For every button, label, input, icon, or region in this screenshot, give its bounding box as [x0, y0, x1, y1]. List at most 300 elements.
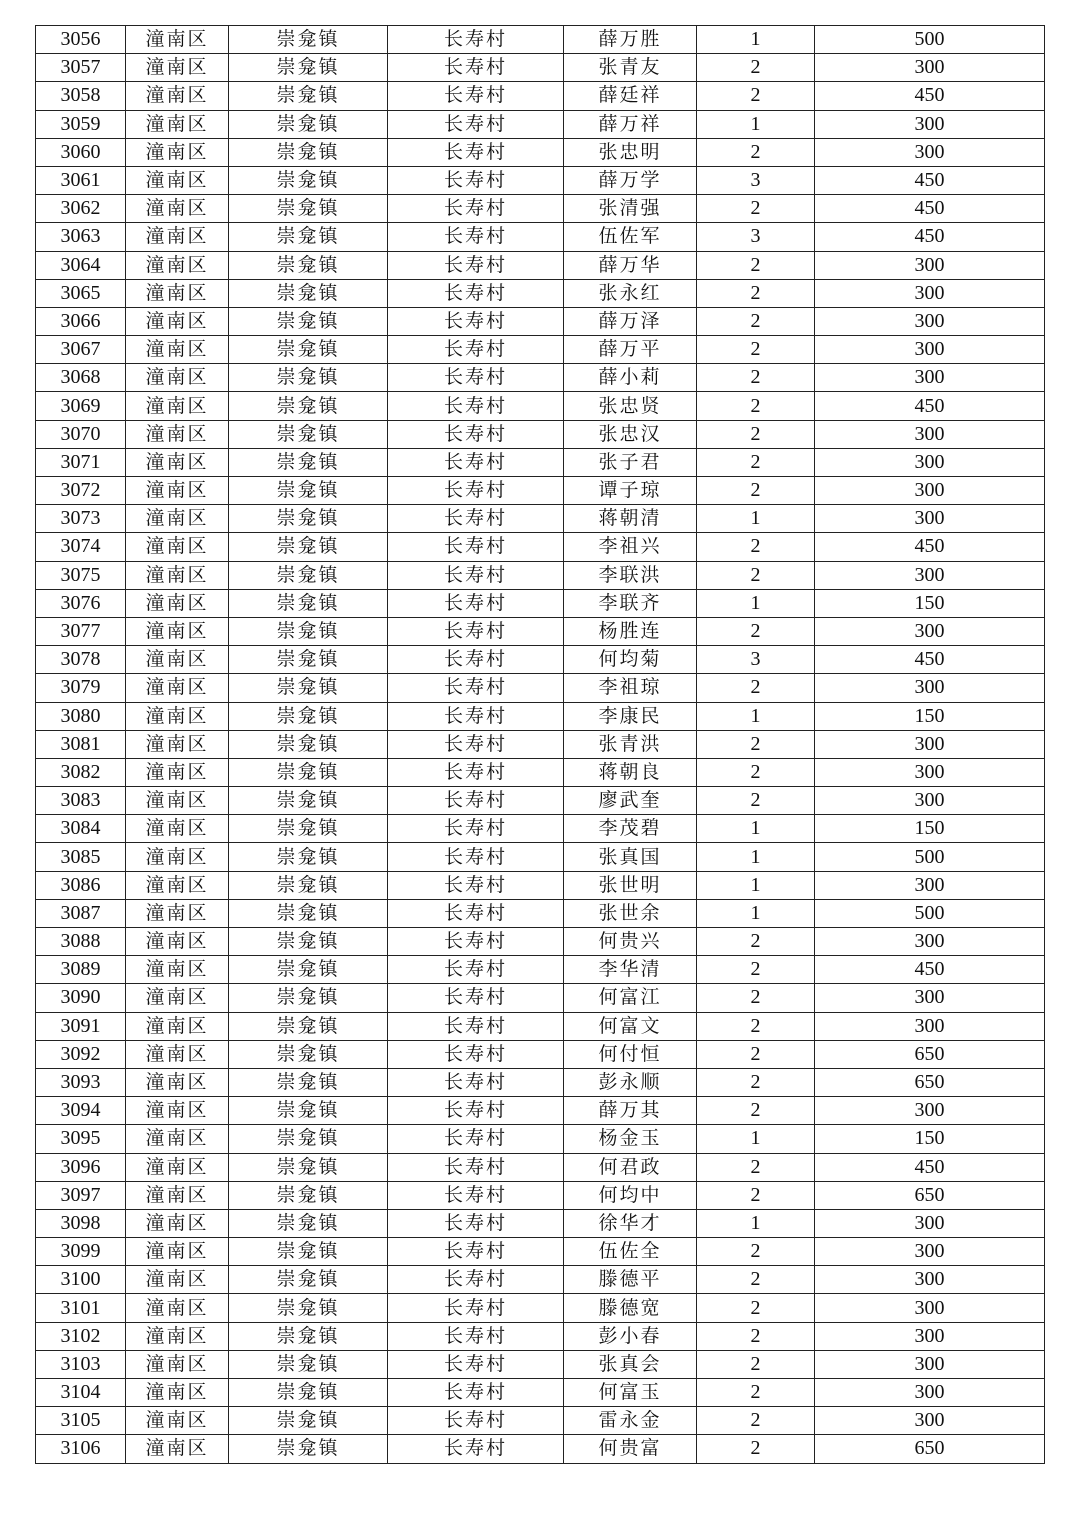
count-cell: 3	[697, 166, 815, 194]
count-cell: 1	[697, 589, 815, 617]
district-cell: 潼南区	[126, 984, 229, 1012]
table-row	[36, 448, 1045, 476]
town-cell: 崇龛镇	[229, 110, 388, 138]
count-cell: 1	[697, 505, 815, 533]
serial-no-cell: 3090	[36, 984, 126, 1012]
serial-no-cell: 3104	[36, 1379, 126, 1407]
count-cell: 2	[697, 420, 815, 448]
count-cell: 2	[697, 1322, 815, 1350]
serial-no-cell: 3076	[36, 589, 126, 617]
serial-no-cell: 3080	[36, 702, 126, 730]
district-cell: 潼南区	[126, 956, 229, 984]
amount-cell: 300	[815, 138, 1045, 166]
amount-cell: 450	[815, 1153, 1045, 1181]
district-cell: 潼南区	[126, 26, 229, 54]
serial-no-cell: 3057	[36, 54, 126, 82]
district-cell: 潼南区	[126, 843, 229, 871]
amount-cell: 300	[815, 505, 1045, 533]
table-row	[36, 223, 1045, 251]
amount-cell: 650	[815, 1040, 1045, 1068]
serial-no-cell: 3099	[36, 1238, 126, 1266]
count-cell: 2	[697, 956, 815, 984]
name-cell: 李康民	[564, 702, 697, 730]
town-cell: 崇龛镇	[229, 730, 388, 758]
village-cell: 长寿村	[388, 1068, 564, 1096]
name-cell: 李联齐	[564, 589, 697, 617]
serial-no-cell: 3100	[36, 1266, 126, 1294]
town-cell: 崇龛镇	[229, 674, 388, 702]
town-cell: 崇龛镇	[229, 702, 388, 730]
village-cell: 长寿村	[388, 26, 564, 54]
count-cell: 2	[697, 617, 815, 645]
serial-no-cell: 3062	[36, 195, 126, 223]
amount-cell: 300	[815, 307, 1045, 335]
count-cell: 2	[697, 477, 815, 505]
amount-cell: 450	[815, 223, 1045, 251]
village-cell: 长寿村	[388, 1266, 564, 1294]
name-cell: 彭小春	[564, 1322, 697, 1350]
village-cell: 长寿村	[388, 1350, 564, 1378]
serial-no-cell: 3066	[36, 307, 126, 335]
table-row	[36, 336, 1045, 364]
count-cell: 1	[697, 871, 815, 899]
district-cell: 潼南区	[126, 1209, 229, 1237]
district-cell: 潼南区	[126, 477, 229, 505]
count-cell: 2	[697, 251, 815, 279]
district-cell: 潼南区	[126, 1379, 229, 1407]
town-cell: 崇龛镇	[229, 420, 388, 448]
name-cell: 谭子琼	[564, 477, 697, 505]
town-cell: 崇龛镇	[229, 899, 388, 927]
amount-cell: 500	[815, 26, 1045, 54]
count-cell: 2	[697, 984, 815, 1012]
count-cell: 2	[697, 674, 815, 702]
name-cell: 伍佐军	[564, 223, 697, 251]
district-cell: 潼南区	[126, 448, 229, 476]
count-cell: 2	[697, 561, 815, 589]
count-cell: 2	[697, 1407, 815, 1435]
village-cell: 长寿村	[388, 54, 564, 82]
name-cell: 张忠汉	[564, 420, 697, 448]
amount-cell: 300	[815, 984, 1045, 1012]
district-cell: 潼南区	[126, 251, 229, 279]
table-row	[36, 1125, 1045, 1153]
district-cell: 潼南区	[126, 392, 229, 420]
district-cell: 潼南区	[126, 307, 229, 335]
village-cell: 长寿村	[388, 1238, 564, 1266]
amount-cell: 150	[815, 589, 1045, 617]
table-row	[36, 899, 1045, 927]
table-row	[36, 307, 1045, 335]
table-row	[36, 26, 1045, 54]
serial-no-cell: 3082	[36, 758, 126, 786]
serial-no-cell: 3056	[36, 26, 126, 54]
village-cell: 长寿村	[388, 956, 564, 984]
serial-no-cell: 3091	[36, 1012, 126, 1040]
town-cell: 崇龛镇	[229, 1379, 388, 1407]
district-cell: 潼南区	[126, 702, 229, 730]
village-cell: 长寿村	[388, 758, 564, 786]
town-cell: 崇龛镇	[229, 138, 388, 166]
amount-cell: 450	[815, 646, 1045, 674]
serial-no-cell: 3084	[36, 815, 126, 843]
count-cell: 2	[697, 787, 815, 815]
amount-cell: 300	[815, 1209, 1045, 1237]
name-cell: 张世余	[564, 899, 697, 927]
count-cell: 2	[697, 138, 815, 166]
count-cell: 1	[697, 815, 815, 843]
table-row	[36, 477, 1045, 505]
table-row	[36, 195, 1045, 223]
name-cell: 伍佐全	[564, 1238, 697, 1266]
district-cell: 潼南区	[126, 1266, 229, 1294]
amount-cell: 300	[815, 1238, 1045, 1266]
name-cell: 张真国	[564, 843, 697, 871]
town-cell: 崇龛镇	[229, 561, 388, 589]
table-row	[36, 1040, 1045, 1068]
count-cell: 2	[697, 336, 815, 364]
name-cell: 张永红	[564, 279, 697, 307]
count-cell: 2	[697, 1153, 815, 1181]
table-row	[36, 871, 1045, 899]
serial-no-cell: 3101	[36, 1294, 126, 1322]
table-row	[36, 279, 1045, 307]
village-cell: 长寿村	[388, 420, 564, 448]
town-cell: 崇龛镇	[229, 617, 388, 645]
name-cell: 李茂碧	[564, 815, 697, 843]
village-cell: 长寿村	[388, 336, 564, 364]
village-cell: 长寿村	[388, 1012, 564, 1040]
table-row	[36, 1435, 1045, 1463]
village-cell: 长寿村	[388, 505, 564, 533]
name-cell: 杨胜连	[564, 617, 697, 645]
name-cell: 彭永顺	[564, 1068, 697, 1096]
village-cell: 长寿村	[388, 1209, 564, 1237]
name-cell: 何均菊	[564, 646, 697, 674]
district-cell: 潼南区	[126, 1350, 229, 1378]
district-cell: 潼南区	[126, 1068, 229, 1096]
table-row	[36, 815, 1045, 843]
count-cell: 2	[697, 1294, 815, 1322]
town-cell: 崇龛镇	[229, 279, 388, 307]
town-cell: 崇龛镇	[229, 26, 388, 54]
district-cell: 潼南区	[126, 1322, 229, 1350]
serial-no-cell: 3087	[36, 899, 126, 927]
village-cell: 长寿村	[388, 307, 564, 335]
village-cell: 长寿村	[388, 110, 564, 138]
town-cell: 崇龛镇	[229, 54, 388, 82]
town-cell: 崇龛镇	[229, 1209, 388, 1237]
district-cell: 潼南区	[126, 420, 229, 448]
village-cell: 长寿村	[388, 617, 564, 645]
village-cell: 长寿村	[388, 1040, 564, 1068]
table-row	[36, 82, 1045, 110]
amount-cell: 450	[815, 533, 1045, 561]
count-cell: 1	[697, 1209, 815, 1237]
name-cell: 薛万华	[564, 251, 697, 279]
name-cell: 廖武奎	[564, 787, 697, 815]
table-row	[36, 1294, 1045, 1322]
district-cell: 潼南区	[126, 871, 229, 899]
name-cell: 蒋朝清	[564, 505, 697, 533]
amount-cell: 300	[815, 1379, 1045, 1407]
table-row	[36, 589, 1045, 617]
village-cell: 长寿村	[388, 1125, 564, 1153]
village-cell: 长寿村	[388, 251, 564, 279]
name-cell: 滕德宽	[564, 1294, 697, 1322]
town-cell: 崇龛镇	[229, 533, 388, 561]
name-cell: 杨金玉	[564, 1125, 697, 1153]
table-row	[36, 1350, 1045, 1378]
count-cell: 1	[697, 26, 815, 54]
amount-cell: 300	[815, 617, 1045, 645]
serial-no-cell: 3094	[36, 1097, 126, 1125]
table-row	[36, 787, 1045, 815]
district-cell: 潼南区	[126, 1294, 229, 1322]
town-cell: 崇龛镇	[229, 1181, 388, 1209]
district-cell: 潼南区	[126, 54, 229, 82]
amount-cell: 500	[815, 899, 1045, 927]
table-row	[36, 561, 1045, 589]
count-cell: 2	[697, 195, 815, 223]
name-cell: 薛万平	[564, 336, 697, 364]
district-cell: 潼南区	[126, 505, 229, 533]
table-row	[36, 1068, 1045, 1096]
serial-no-cell: 3097	[36, 1181, 126, 1209]
name-cell: 何贵兴	[564, 928, 697, 956]
serial-no-cell: 3061	[36, 166, 126, 194]
name-cell: 薛小莉	[564, 364, 697, 392]
count-cell: 2	[697, 1238, 815, 1266]
serial-no-cell: 3081	[36, 730, 126, 758]
village-cell: 长寿村	[388, 392, 564, 420]
district-cell: 潼南区	[126, 561, 229, 589]
count-cell: 2	[697, 448, 815, 476]
table-row	[36, 251, 1045, 279]
district-cell: 潼南区	[126, 1153, 229, 1181]
serial-no-cell: 3077	[36, 617, 126, 645]
name-cell: 薛万祥	[564, 110, 697, 138]
district-cell: 潼南区	[126, 1435, 229, 1463]
village-cell: 长寿村	[388, 1153, 564, 1181]
village-cell: 长寿村	[388, 1435, 564, 1463]
table-row	[36, 54, 1045, 82]
district-cell: 潼南区	[126, 1238, 229, 1266]
town-cell: 崇龛镇	[229, 646, 388, 674]
table-row	[36, 1097, 1045, 1125]
table-row	[36, 392, 1045, 420]
table-row	[36, 843, 1045, 871]
count-cell: 2	[697, 730, 815, 758]
count-cell: 1	[697, 110, 815, 138]
count-cell: 2	[697, 1040, 815, 1068]
name-cell: 何贵富	[564, 1435, 697, 1463]
district-cell: 潼南区	[126, 1125, 229, 1153]
name-cell: 滕德平	[564, 1266, 697, 1294]
count-cell: 2	[697, 1350, 815, 1378]
serial-no-cell: 3059	[36, 110, 126, 138]
amount-cell: 300	[815, 1097, 1045, 1125]
village-cell: 长寿村	[388, 589, 564, 617]
district-cell: 潼南区	[126, 279, 229, 307]
serial-no-cell: 3073	[36, 505, 126, 533]
name-cell: 李祖琼	[564, 674, 697, 702]
serial-no-cell: 3105	[36, 1407, 126, 1435]
town-cell: 崇龛镇	[229, 364, 388, 392]
serial-no-cell: 3069	[36, 392, 126, 420]
town-cell: 崇龛镇	[229, 956, 388, 984]
count-cell: 2	[697, 54, 815, 82]
name-cell: 李华清	[564, 956, 697, 984]
count-cell: 3	[697, 646, 815, 674]
village-cell: 长寿村	[388, 1407, 564, 1435]
serial-no-cell: 3089	[36, 956, 126, 984]
name-cell: 何富文	[564, 1012, 697, 1040]
count-cell: 2	[697, 1097, 815, 1125]
table-row	[36, 505, 1045, 533]
serial-no-cell: 3096	[36, 1153, 126, 1181]
amount-cell: 300	[815, 279, 1045, 307]
table-row	[36, 1266, 1045, 1294]
village-cell: 长寿村	[388, 928, 564, 956]
district-cell: 潼南区	[126, 223, 229, 251]
district-cell: 潼南区	[126, 1040, 229, 1068]
table-row	[36, 617, 1045, 645]
amount-cell: 300	[815, 787, 1045, 815]
table-row	[36, 928, 1045, 956]
village-cell: 长寿村	[388, 787, 564, 815]
amount-cell: 150	[815, 1125, 1045, 1153]
serial-no-cell: 3072	[36, 477, 126, 505]
village-cell: 长寿村	[388, 223, 564, 251]
district-cell: 潼南区	[126, 1097, 229, 1125]
table-row	[36, 138, 1045, 166]
district-cell: 潼南区	[126, 815, 229, 843]
village-cell: 长寿村	[388, 195, 564, 223]
village-cell: 长寿村	[388, 899, 564, 927]
amount-cell: 150	[815, 702, 1045, 730]
table-row	[36, 674, 1045, 702]
amount-cell: 300	[815, 336, 1045, 364]
amount-cell: 300	[815, 477, 1045, 505]
village-cell: 长寿村	[388, 138, 564, 166]
town-cell: 崇龛镇	[229, 448, 388, 476]
district-cell: 潼南区	[126, 787, 229, 815]
table-row	[36, 758, 1045, 786]
amount-cell: 450	[815, 956, 1045, 984]
serial-no-cell: 3086	[36, 871, 126, 899]
amount-cell: 650	[815, 1068, 1045, 1096]
name-cell: 薛万泽	[564, 307, 697, 335]
village-cell: 长寿村	[388, 730, 564, 758]
serial-no-cell: 3102	[36, 1322, 126, 1350]
serial-no-cell: 3093	[36, 1068, 126, 1096]
district-cell: 潼南区	[126, 646, 229, 674]
town-cell: 崇龛镇	[229, 1322, 388, 1350]
town-cell: 崇龛镇	[229, 758, 388, 786]
name-cell: 张世明	[564, 871, 697, 899]
name-cell: 张青洪	[564, 730, 697, 758]
district-cell: 潼南区	[126, 82, 229, 110]
town-cell: 崇龛镇	[229, 1238, 388, 1266]
amount-cell: 300	[815, 1322, 1045, 1350]
town-cell: 崇龛镇	[229, 1068, 388, 1096]
count-cell: 1	[697, 899, 815, 927]
town-cell: 崇龛镇	[229, 82, 388, 110]
district-cell: 潼南区	[126, 1012, 229, 1040]
name-cell: 蒋朝良	[564, 758, 697, 786]
town-cell: 崇龛镇	[229, 589, 388, 617]
town-cell: 崇龛镇	[229, 477, 388, 505]
town-cell: 崇龛镇	[229, 223, 388, 251]
town-cell: 崇龛镇	[229, 928, 388, 956]
amount-cell: 300	[815, 928, 1045, 956]
town-cell: 崇龛镇	[229, 1012, 388, 1040]
amount-cell: 300	[815, 251, 1045, 279]
district-cell: 潼南区	[126, 195, 229, 223]
amount-cell: 450	[815, 166, 1045, 194]
village-cell: 长寿村	[388, 984, 564, 1012]
count-cell: 2	[697, 82, 815, 110]
name-cell: 张青友	[564, 54, 697, 82]
amount-cell: 300	[815, 1012, 1045, 1040]
town-cell: 崇龛镇	[229, 392, 388, 420]
district-cell: 潼南区	[126, 928, 229, 956]
count-cell: 2	[697, 1068, 815, 1096]
village-cell: 长寿村	[388, 1097, 564, 1125]
serial-no-cell: 3106	[36, 1435, 126, 1463]
village-cell: 长寿村	[388, 1181, 564, 1209]
district-cell: 潼南区	[126, 336, 229, 364]
district-cell: 潼南区	[126, 138, 229, 166]
table-row	[36, 1407, 1045, 1435]
village-cell: 长寿村	[388, 561, 564, 589]
table-row	[36, 730, 1045, 758]
serial-no-cell: 3065	[36, 279, 126, 307]
town-cell: 崇龛镇	[229, 251, 388, 279]
town-cell: 崇龛镇	[229, 505, 388, 533]
count-cell: 2	[697, 1181, 815, 1209]
serial-no-cell: 3068	[36, 364, 126, 392]
data-table	[35, 25, 1045, 1464]
name-cell: 张真会	[564, 1350, 697, 1378]
amount-cell: 500	[815, 843, 1045, 871]
amount-cell: 450	[815, 392, 1045, 420]
town-cell: 崇龛镇	[229, 336, 388, 364]
district-cell: 潼南区	[126, 674, 229, 702]
count-cell: 1	[697, 702, 815, 730]
count-cell: 3	[697, 223, 815, 251]
name-cell: 何均中	[564, 1181, 697, 1209]
table-row	[36, 702, 1045, 730]
amount-cell: 300	[815, 674, 1045, 702]
table-row	[36, 956, 1045, 984]
town-cell: 崇龛镇	[229, 787, 388, 815]
count-cell: 2	[697, 533, 815, 561]
name-cell: 徐华才	[564, 1209, 697, 1237]
count-cell: 2	[697, 1435, 815, 1463]
table-row	[36, 1153, 1045, 1181]
town-cell: 崇龛镇	[229, 843, 388, 871]
town-cell: 崇龛镇	[229, 166, 388, 194]
amount-cell: 300	[815, 1350, 1045, 1378]
town-cell: 崇龛镇	[229, 1435, 388, 1463]
town-cell: 崇龛镇	[229, 1097, 388, 1125]
serial-no-cell: 3058	[36, 82, 126, 110]
amount-cell: 300	[815, 1294, 1045, 1322]
name-cell: 薛廷祥	[564, 82, 697, 110]
village-cell: 长寿村	[388, 364, 564, 392]
